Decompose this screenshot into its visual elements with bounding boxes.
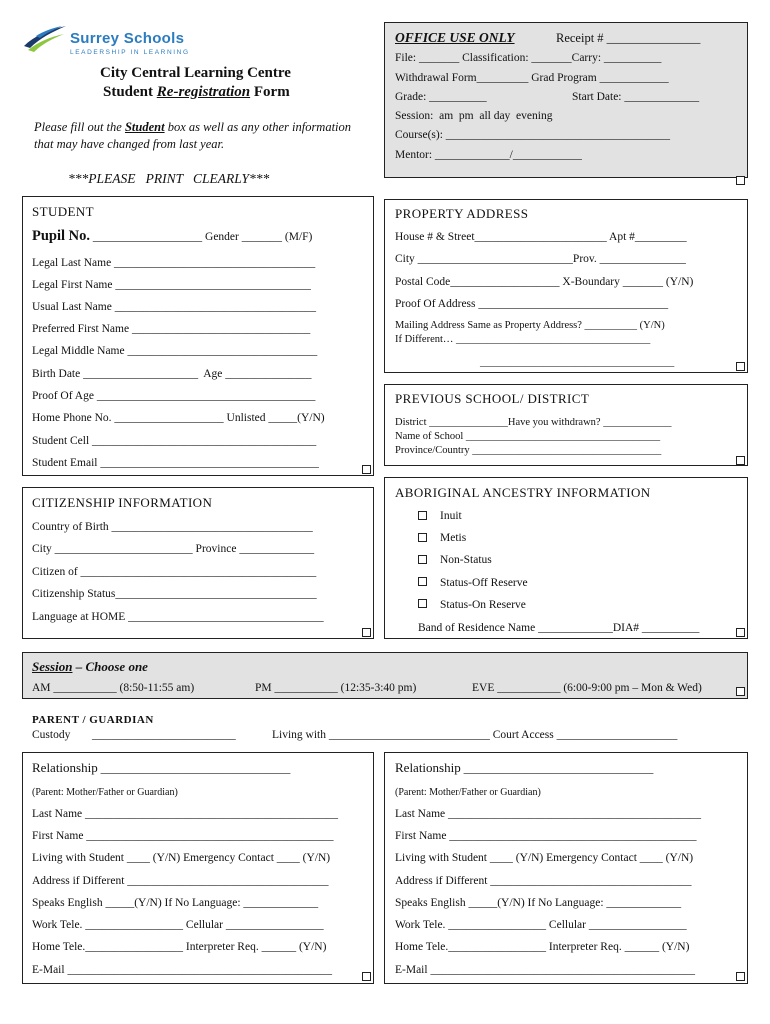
previous-title: PREVIOUS SCHOOL/ DISTRICT: [395, 391, 590, 406]
citizenship-field[interactable]: Country of Birth ___________________________________: [32, 521, 313, 533]
aboriginal-option: Inuit: [440, 510, 462, 522]
student-title: STUDENT: [32, 204, 95, 219]
property-field[interactable]: Proof Of Address _________________________________: [395, 298, 669, 310]
aboriginal-box: [384, 477, 748, 639]
student-field[interactable]: Home Phone No. ___________________ Unlisted _____(Y/N): [32, 412, 325, 424]
form-title-line2: [103, 83, 290, 101]
session-checkbox[interactable]: [736, 687, 745, 696]
session-title: Session: [32, 659, 73, 674]
living-court-field[interactable]: Living with ____________________________ Court Access _____________________: [272, 729, 678, 741]
instructions-line1: [34, 120, 351, 135]
logo-tagline: LEADERSHIP IN LEARNING: [70, 49, 190, 56]
instr-post: box as well as any other information: [164, 120, 352, 134]
citizenship-field[interactable]: Language at HOME __________________________________: [32, 611, 324, 623]
guardian-left-relationship: [32, 761, 290, 776]
student-field[interactable]: Student Email ______________________________________: [32, 457, 319, 469]
property-field[interactable]: Postal Code___________________ X-Boundary _______ (Y/N): [395, 276, 694, 288]
aboriginal-option: Status-On Reserve: [440, 599, 526, 611]
logo: [22, 22, 212, 58]
previous-field[interactable]: District _______________Have you withdrawn? _____________: [395, 417, 672, 428]
relationship-line[interactable]: _________________________________: [463, 763, 654, 775]
guardian-left-field[interactable]: Living with Student ____ (Y/N) Emergency Contact ____ (Y/N): [32, 852, 331, 864]
aboriginal-option: Metis: [440, 532, 467, 544]
office-courses: Course(s): _______________________________________: [395, 129, 671, 141]
property-field[interactable]: City ___________________________Prov. _______________: [395, 253, 686, 265]
student-field[interactable]: Preferred First Name _______________________________: [32, 323, 311, 335]
band-field[interactable]: Band of Residence Name _____________DIA# __________: [418, 622, 700, 634]
citizenship-field[interactable]: Citizenship Status___________________________________: [32, 588, 317, 600]
property-field[interactable]: Mailing Address Same as Property Address? __________ (Y/N): [395, 320, 665, 331]
guardian-right-field[interactable]: Last Name ____________________________________________: [395, 808, 702, 820]
status-on-reserve-checkbox[interactable]: [418, 599, 427, 608]
pupil-label: Pupil No.: [32, 228, 91, 244]
print-clearly-note: ***PLEASE PRINT CLEARLY***: [68, 171, 270, 186]
student-field[interactable]: Legal Middle Name _________________________________: [32, 345, 318, 357]
previous-checkbox[interactable]: [736, 456, 745, 465]
guardian-right-field[interactable]: Speaks English _____(Y/N) If No Language: _____________: [395, 897, 682, 909]
office-grade: Grade: __________: [395, 91, 487, 103]
office-withdrawal: Withdrawal Form_________ Grad Program ____________: [395, 72, 669, 84]
metis-checkbox[interactable]: [418, 533, 427, 542]
guardian-left-field[interactable]: Last Name ____________________________________________: [32, 808, 339, 820]
guardian-left-field[interactable]: Work Tele. _________________ Cellular _________________: [32, 919, 324, 931]
custody-label: Custody: [32, 729, 71, 741]
relationship-label: Relationship: [395, 760, 461, 775]
guardian-left-note: (Parent: Mother/Father or Guardian): [32, 787, 178, 798]
non-status-checkbox[interactable]: [418, 555, 427, 564]
guardian-right-field[interactable]: Living with Student ____ (Y/N) Emergency Contact ____ (Y/N): [395, 852, 694, 864]
guardian-right-field[interactable]: First Name ___________________________________________: [395, 830, 697, 842]
session-heading: [32, 659, 148, 675]
office-start-date: Start Date: _____________: [572, 91, 700, 103]
aboriginal-title: ABORIGINAL ANCESTRY INFORMATION: [395, 485, 651, 500]
relationship-label: Relationship: [32, 760, 98, 775]
student-checkbox[interactable]: [362, 465, 371, 474]
property-field[interactable]: _____________________________________: [480, 357, 675, 368]
citizenship-title: CITIZENSHIP INFORMATION: [32, 495, 213, 510]
office-mentor: Mentor: _____________/____________: [395, 149, 582, 161]
aboriginal-checkbox[interactable]: [736, 628, 745, 637]
inuit-checkbox[interactable]: [418, 511, 427, 520]
previous-field[interactable]: Province/Country ____________________________________: [395, 445, 662, 456]
title-underlined: Re-registration: [156, 84, 251, 100]
guardian-left-field[interactable]: E-Mail ______________________________________________: [32, 964, 332, 976]
office-title: OFFICE USE ONLY: [395, 30, 515, 45]
previous-field[interactable]: Name of School _____________________________________: [395, 431, 661, 442]
student-field[interactable]: Legal First Name __________________________________: [32, 279, 311, 291]
logo-swoosh-icon: [22, 22, 68, 54]
instructions-line2: that may have changed from last year.: [34, 137, 225, 151]
guardian-left-checkbox[interactable]: [362, 972, 371, 981]
guardian-right-field[interactable]: Address if Different ___________________________________: [395, 875, 692, 887]
aboriginal-option: Status-Off Reserve: [440, 577, 528, 589]
property-field[interactable]: If Different… _____________________________________: [395, 334, 651, 345]
guardian-right-relationship: [395, 761, 653, 776]
guardian-right-field[interactable]: Home Tele._________________ Interpreter Req. ______ (Y/N): [395, 941, 690, 953]
aboriginal-option: Non-Status: [440, 554, 492, 566]
guardian-right-field[interactable]: Work Tele. _________________ Cellular _________________: [395, 919, 687, 931]
form-title-line1: City Central Learning Centre: [100, 65, 291, 81]
guardian-left-field[interactable]: Speaks English _____(Y/N) If No Language: _____________: [32, 897, 319, 909]
student-field[interactable]: Usual Last Name ___________________________________: [32, 301, 316, 313]
session-subtitle: – Choose one: [72, 659, 148, 674]
guardian-right-checkbox[interactable]: [736, 972, 745, 981]
student-field[interactable]: Legal Last Name ___________________________________: [32, 257, 316, 269]
student-field[interactable]: Birth Date ____________________ Age _______________: [32, 368, 312, 380]
office-session: Session: am pm all day evening: [395, 110, 553, 122]
office-receipt: Receipt # _______________: [556, 31, 701, 45]
guardian-right-field[interactable]: E-Mail ______________________________________________: [395, 964, 695, 976]
student-field[interactable]: Proof Of Age ______________________________________: [32, 390, 316, 402]
session-pm[interactable]: PM ___________ (12:35-3:40 pm): [255, 682, 417, 694]
instr-pre: Please fill out the: [34, 120, 125, 134]
pupil-row: [32, 229, 312, 244]
citizenship-field[interactable]: Citizen of _________________________________________: [32, 566, 317, 578]
title-suffix: Form: [250, 84, 290, 100]
session-eve[interactable]: EVE ___________ (6:00-9:00 pm – Mon & Wed): [472, 682, 702, 694]
office-checkbox[interactable]: [736, 176, 745, 185]
guardian-right-note: (Parent: Mother/Father or Guardian): [395, 787, 541, 798]
citizenship-field[interactable]: City ________________________ Province _____________: [32, 543, 315, 555]
office-file: File: _______ Classification: _______Carry: __________: [395, 52, 662, 64]
property-checkbox[interactable]: [736, 362, 745, 371]
instr-student: Student: [124, 120, 165, 134]
student-field[interactable]: Student Cell _______________________________________: [32, 435, 317, 447]
relationship-line[interactable]: _________________________________: [100, 763, 291, 775]
parent-title: PARENT / GUARDIAN: [32, 714, 154, 726]
status-off-reserve-checkbox[interactable]: [418, 577, 427, 586]
citizenship-checkbox[interactable]: [362, 628, 371, 637]
logo-name: Surrey Schools: [70, 30, 185, 47]
guardian-left-field[interactable]: Home Tele._________________ Interpreter Req. ______ (Y/N): [32, 941, 327, 953]
property-field[interactable]: House # & Street_______________________ Apt #_________: [395, 231, 687, 243]
title-prefix: Student: [103, 84, 157, 100]
guardian-left-field[interactable]: First Name ___________________________________________: [32, 830, 334, 842]
custody-field[interactable]: _________________________: [92, 729, 236, 741]
pupil-rest: ___________________ Gender _______ (M/F): [92, 231, 313, 243]
guardian-left-field[interactable]: Address if Different ___________________________________: [32, 875, 329, 887]
property-title: PROPERTY ADDRESS: [395, 206, 529, 221]
session-am[interactable]: AM ___________ (8:50-11:55 am): [32, 682, 195, 694]
